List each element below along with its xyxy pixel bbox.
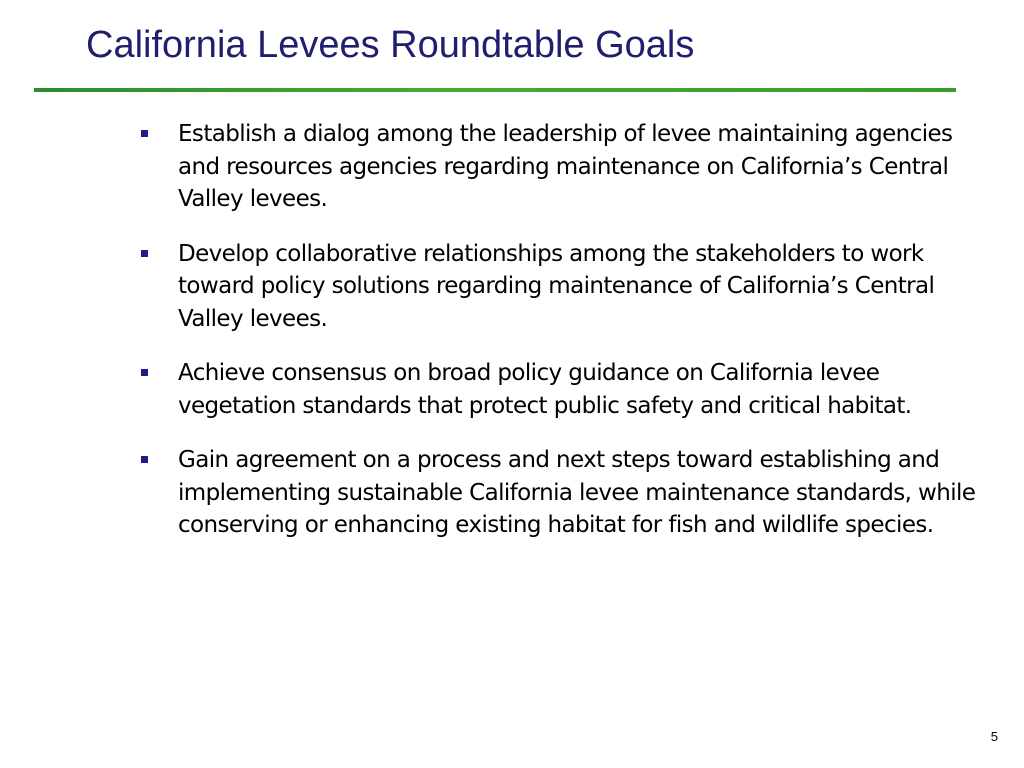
slide-title: California Levees Roundtable Goals [86, 24, 695, 66]
bullet-item [138, 118, 988, 216]
square-bullet-icon [141, 369, 148, 376]
bullet-item [138, 444, 988, 542]
title-divider [34, 88, 956, 92]
bullet-text: Establish a dialog among the leadership of levee maintaining agencies and resources agencies regarding maintenance on California’s Central Valley levees. [178, 121, 953, 212]
bullet-item [138, 238, 988, 336]
page-number: 5 [990, 729, 998, 744]
square-bullet-icon [141, 250, 148, 257]
bullet-list [138, 118, 988, 564]
bullet-item [138, 357, 988, 422]
square-bullet-icon [141, 130, 148, 137]
square-bullet-icon [141, 456, 148, 463]
bullet-text: Develop collaborative relationships among the stakeholders to work toward policy solutions regarding maintenance of California’s Central Valley levees. [178, 240, 935, 332]
bullet-text: Gain agreement on a process and next steps toward establishing and implementing sustainable California levee maintenance standards, while conserving or enhancing existing habitat for fish and wildlife species. [178, 447, 976, 538]
bullet-text: Achieve consensus on broad policy guidance on California levee vegetation standards that protect public safety and critical habitat. [178, 360, 912, 419]
